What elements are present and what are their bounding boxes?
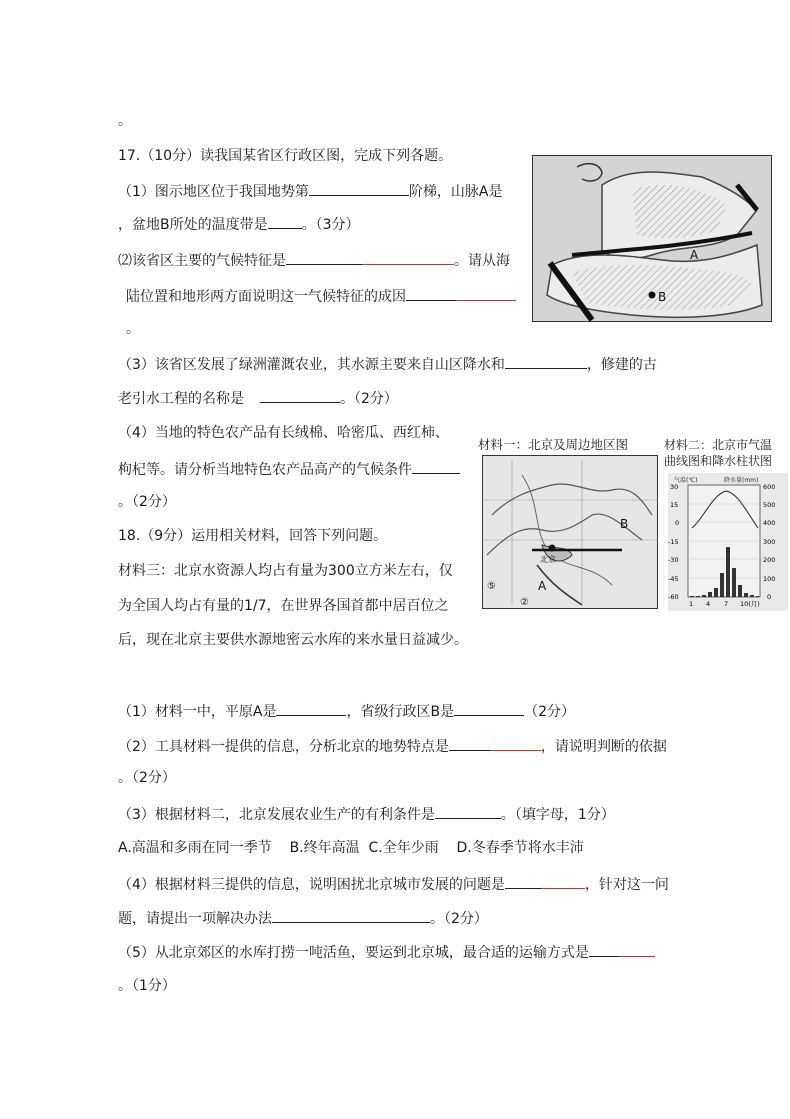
plain-a-label: A xyxy=(538,579,547,593)
q17-3-text-c: 老引水工程的名称是 xyxy=(118,391,244,407)
month-tick: 7 xyxy=(724,600,729,608)
province-map-figure xyxy=(532,155,772,322)
q17-1-blank-zone[interactable] xyxy=(268,214,302,229)
q18-3-text-b: 。（填字母，1分） xyxy=(500,807,615,823)
province-map xyxy=(532,155,772,322)
q18-4-text-b: ，针对这一问 xyxy=(584,877,669,893)
q18-2-text-b: ，请说明判断的依据 xyxy=(540,739,667,755)
q17-2-blank-cause[interactable] xyxy=(406,286,516,301)
q18-1-text-c: （2分） xyxy=(524,704,576,720)
q17-1-text-d: 。（3分） xyxy=(301,217,360,233)
q17-3-text-d: 。（2分） xyxy=(340,391,398,407)
q17-title: 17.（10分）读我国某省区行政区图，完成下列各题。 xyxy=(118,148,453,164)
q17-1-text-a: （1）图示地区位于我国地势第 xyxy=(118,184,309,200)
q18-line-2 xyxy=(118,736,667,756)
precip-bar xyxy=(732,568,736,597)
q17-3-text-b: ，修建的古 xyxy=(586,357,657,373)
material-3-line-1: 材料三：北京水资源人均占有量为300立方米左右，仅 xyxy=(118,563,453,579)
q18-line-4 xyxy=(118,804,615,824)
month-tick: 10(月) xyxy=(740,600,760,608)
q18-3-blank-choice[interactable] xyxy=(435,804,501,819)
precip-bar xyxy=(756,596,759,597)
precip-bar xyxy=(744,593,748,597)
mountain-a-label: A xyxy=(690,248,699,262)
q17-3-blank-project[interactable] xyxy=(260,388,340,403)
q17-4-text-a: 枸杞等。请分析当地特色农产品高产的气候条件 xyxy=(118,462,412,478)
temp-tick: 0 xyxy=(675,519,680,527)
q18-1-blank-plain[interactable] xyxy=(276,701,346,716)
beijing-label: 北京 xyxy=(540,555,556,564)
q17-3-text-a: （3）该省区发展了绿洲灌溉农业，其水源主要来自山区降水和 xyxy=(118,357,505,373)
precip-bar xyxy=(696,596,700,597)
q17-2-text-a: ⑵该省区主要的气候特征是 xyxy=(118,253,286,269)
precip-bar xyxy=(726,547,730,597)
q17-line-2 xyxy=(118,214,360,234)
temp-axis-label: 气温(℃) xyxy=(674,477,698,484)
precip-tick: 300 xyxy=(763,538,776,546)
temp-tick: -45 xyxy=(668,575,679,583)
q17-line-5: 。 xyxy=(126,321,140,337)
precip-axis-label: 降水量(mm) xyxy=(724,477,759,484)
temp-tick: -60 xyxy=(668,593,679,601)
q17-1-blank-step[interactable] xyxy=(309,181,409,196)
q17-line-7 xyxy=(118,388,398,408)
precip-tick: 100 xyxy=(763,575,776,583)
q17-1-text-b: 阶梯，山脉A是 xyxy=(408,184,503,200)
temp-tick: -30 xyxy=(668,556,679,564)
climate-chart-figure xyxy=(668,473,788,611)
material-2-caption xyxy=(664,437,772,469)
q17-line-4 xyxy=(126,286,516,306)
top-mark: 。 xyxy=(118,113,132,129)
q18-2-text-a: （2）工具材料一提供的信息，分析北京的地势特点是 xyxy=(118,739,449,755)
q18-4-text-d: 。（2分） xyxy=(430,911,488,927)
q18-line-6 xyxy=(118,874,669,894)
q18-5-text-a: （5）从北京郊区的水库打捞一吨活鱼，要运到北京城，最合适的运输方式是 xyxy=(118,945,589,961)
precip-tick: 600 xyxy=(763,483,776,491)
q18-3-text-a: （3）根据材料二，北京发展农业生产的有利条件是 xyxy=(118,807,435,823)
precip-tick: 500 xyxy=(763,501,776,509)
q18-1-blank-province[interactable] xyxy=(454,701,524,716)
q17-line-9 xyxy=(118,459,460,479)
precip-tick: 400 xyxy=(763,519,776,527)
q17-line-1 xyxy=(118,181,503,201)
basin-b-label: B xyxy=(658,290,667,304)
beijing-map-figure xyxy=(482,455,658,609)
temp-tick: 30 xyxy=(670,483,679,491)
q18-2-blank-terrain[interactable] xyxy=(449,736,541,751)
q18-line-3: 。（2分） xyxy=(118,770,176,786)
q18-options: A.高温和多雨在同一季节 B.终年高温 C.全年少雨 D.冬春季节将水丰沛 xyxy=(118,840,584,856)
q17-2-text-c: 陆位置和地形两方面说明这一气候特征的成因 xyxy=(126,289,406,305)
material-2-caption-line-1: 材料二：北京市气温 xyxy=(664,438,773,452)
temp-tick: 15 xyxy=(670,501,679,509)
q18-line-7 xyxy=(118,908,488,928)
q17-line-10: 。（2分） xyxy=(118,494,176,510)
q18-4-blank-solution[interactable] xyxy=(272,908,430,923)
temp-tick: -15 xyxy=(668,538,679,546)
q17-2-blank-climate[interactable] xyxy=(286,250,454,265)
q18-4-text-c: 题，请提出一项解决办法 xyxy=(118,911,272,927)
precip-bar xyxy=(702,595,706,597)
q18-title: 18.（9分）运用相关材料，回答下列问题。 xyxy=(118,528,388,544)
q18-line-1 xyxy=(118,701,575,721)
q18-4-blank-problem[interactable] xyxy=(505,874,585,889)
q17-4-blank-conditions[interactable] xyxy=(412,459,460,474)
material-3-line-2: 为全国人均占有量的1/7，在世界各国首都中居百位之 xyxy=(118,598,449,614)
precip-tick: 200 xyxy=(763,556,776,564)
month-tick: 1 xyxy=(689,600,694,608)
material-2-caption-line-2: 曲线图和降水柱状图 xyxy=(664,454,773,468)
q18-4-text-a: （4）根据材料三提供的信息，说明困扰北京城市发展的问题是 xyxy=(118,877,505,893)
material-3-line-3: 后，现在北京主要供水源地密云水库的来水量日益减少。 xyxy=(118,632,468,648)
q17-line-3 xyxy=(118,250,510,270)
month-tick: 4 xyxy=(706,600,711,608)
q17-line-6 xyxy=(118,354,657,374)
province-b-label: B xyxy=(620,517,629,531)
precip-bar xyxy=(690,596,694,597)
q18-line-8 xyxy=(118,942,655,962)
q17-2-text-b: 。请从海 xyxy=(454,253,510,269)
precip-bar xyxy=(738,585,742,597)
beijing-map xyxy=(482,455,658,609)
q18-1-text-b: ，省级行政区B是 xyxy=(346,704,455,720)
marker-2-label: ② xyxy=(520,597,529,608)
q18-line-9: 。（1分） xyxy=(118,978,176,994)
precip-bar xyxy=(708,592,712,597)
q17-3-blank-source[interactable] xyxy=(505,354,587,369)
q18-1-text-a: （1）材料一中，平原A是 xyxy=(118,704,277,720)
precip-bar xyxy=(750,595,754,597)
material-1-caption: 材料一：北京及周边地区图 xyxy=(478,437,629,452)
climate-chart xyxy=(668,473,788,611)
q17-line-8: （4）当地的特色农产品有长绒棉、哈密瓜、西红柿、 xyxy=(118,425,449,441)
q18-5-blank-transport[interactable] xyxy=(589,942,655,957)
precip-bar xyxy=(714,588,718,597)
precip-bar xyxy=(720,573,724,597)
q17-1-text-c: ，盆地B所处的温度带是 xyxy=(118,217,268,233)
precip-tick: 0 xyxy=(767,593,772,601)
marker-5-label: ⑤ xyxy=(487,581,496,592)
